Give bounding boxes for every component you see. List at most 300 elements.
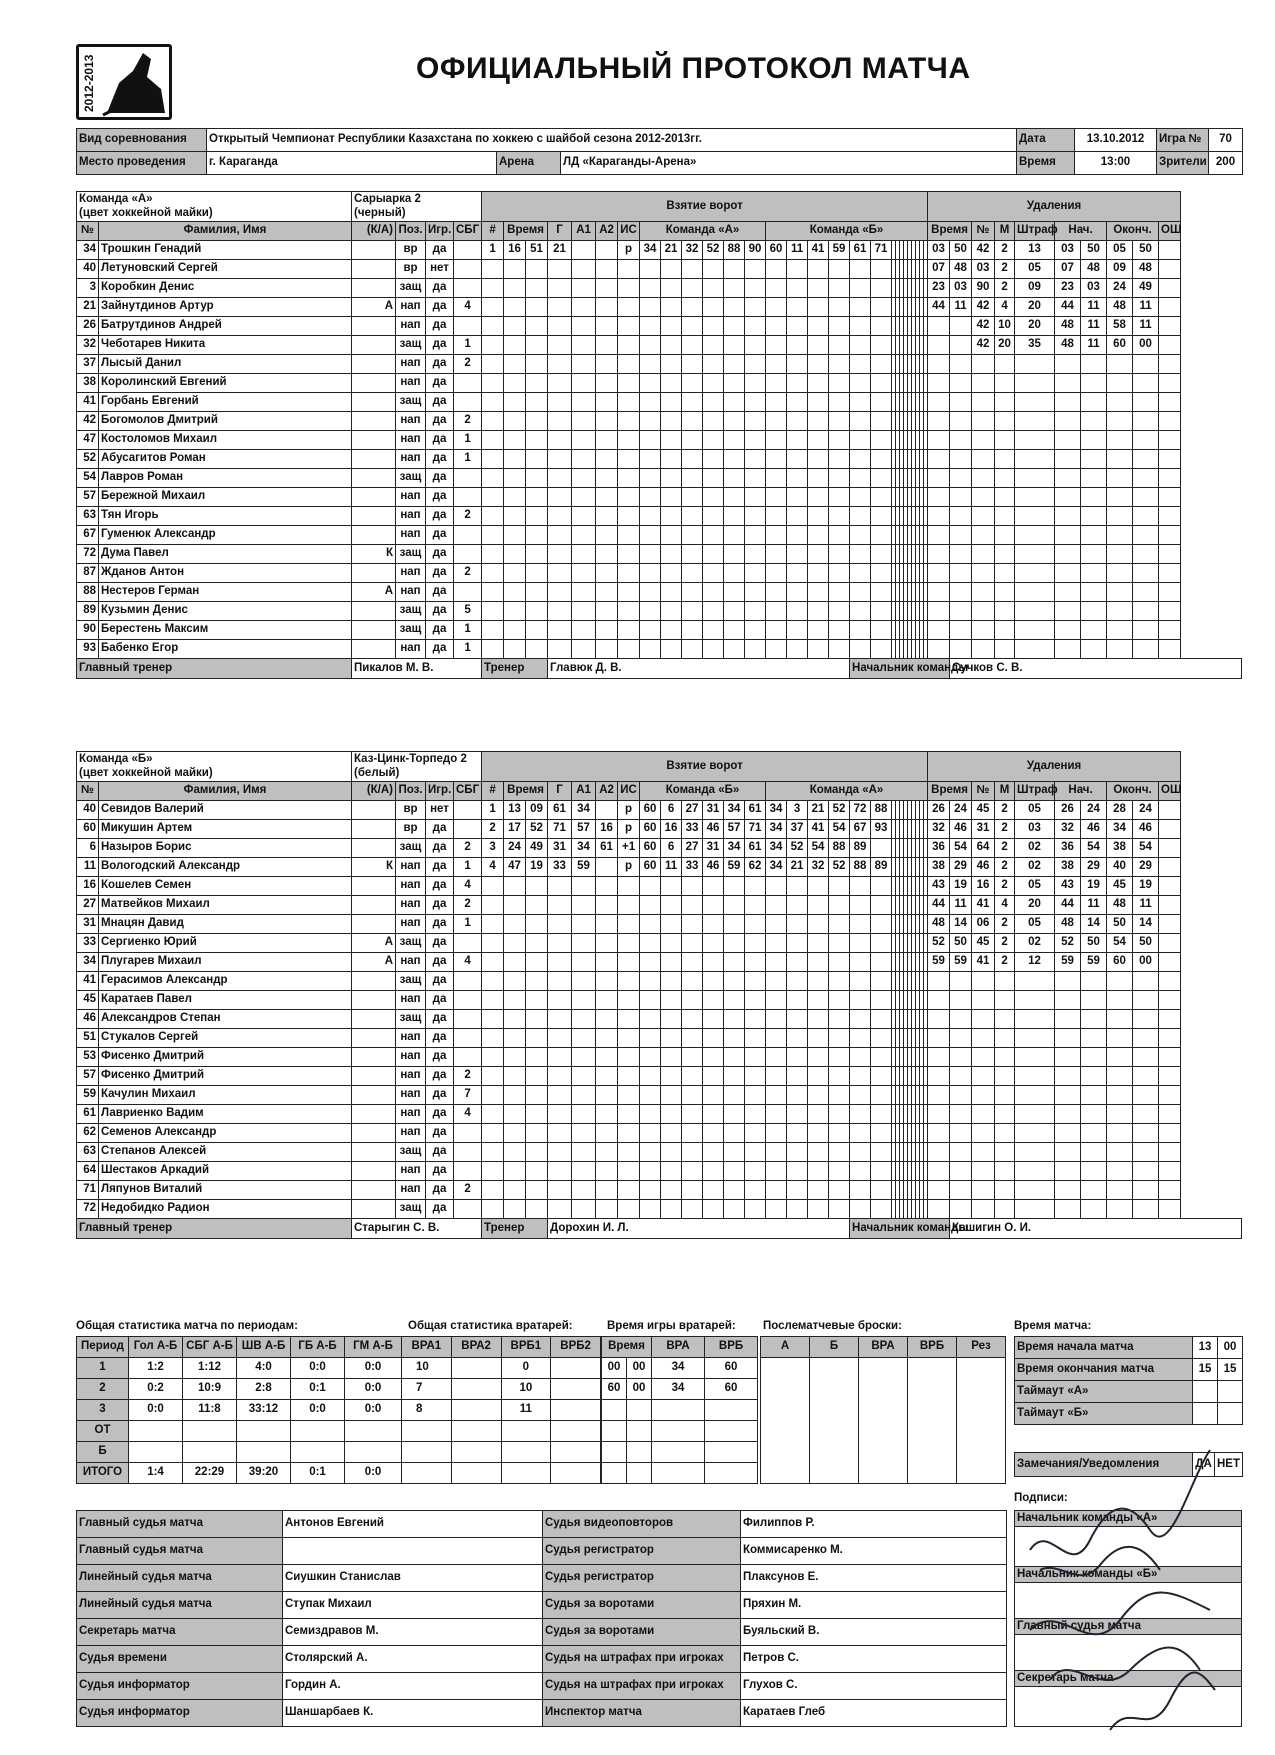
player-cell: да [426,621,454,640]
goal-a1 [572,260,596,279]
pen-minutes [995,488,1015,507]
pen-min [928,317,950,336]
pen-start-min [1055,507,1081,526]
goal-min [504,317,526,336]
pen-minutes [995,602,1015,621]
player-cell [454,374,482,393]
pen-minutes: 2 [995,858,1015,877]
pen-min [928,1124,950,1143]
goal-scorer [548,450,572,469]
match-header [76,128,1243,175]
player-cell [454,279,482,298]
goal-num [482,1029,504,1048]
on-ice-away [766,488,787,507]
player-row [77,991,1242,1010]
pen-min [928,393,950,412]
pen-sec [950,1105,972,1124]
pen-num: 31 [972,820,995,839]
on-ice-home [661,1105,682,1124]
goal-a1: 34 [572,839,596,858]
player-cell: 2 [454,839,482,858]
on-ice-home [745,469,766,488]
on-ice-home [745,450,766,469]
on-ice-home [703,896,724,915]
col-header: Игр. [426,782,454,801]
goal-is [618,640,640,659]
on-ice-home [745,934,766,953]
player-cell: да [426,469,454,488]
player-cell: Качулин Михаил [99,1086,352,1105]
on-ice-home [661,1143,682,1162]
goal-num [482,896,504,915]
periods-cell: 0:0 [291,1358,345,1379]
player-cell: А [352,583,396,602]
goal-num [482,953,504,972]
on-ice-home [640,1010,661,1029]
pen-end-sec [1133,412,1159,431]
pen-shot-cell [1159,640,1181,659]
pen-end-min: 48 [1107,896,1133,915]
goal-is [618,336,640,355]
goal-num: 3 [482,839,504,858]
pen-end-sec [1133,450,1159,469]
gktime-cell [627,1442,652,1463]
on-ice-away [787,507,808,526]
periods-col: ГМ А-Б [345,1337,402,1358]
player-row [77,640,1242,659]
gk-cell [551,1379,601,1400]
on-ice-away [766,336,787,355]
goal-a1 [572,972,596,991]
pen-minutes: 2 [995,801,1015,820]
player-cell [454,488,482,507]
goal-a2 [596,564,618,583]
goals-section-title: Взятие ворот [482,752,928,782]
col-header: № [77,222,99,241]
on-ice-home [724,1067,745,1086]
player-cell: нап [396,526,426,545]
notes-label: Замечания/Уведомления [1015,1453,1193,1477]
player-row [77,583,1242,602]
on-ice-home [640,915,661,934]
on-ice-home: 34 [724,839,745,858]
official-row [77,1646,1007,1673]
on-ice-away [787,1067,808,1086]
goal-scorer [548,564,572,583]
player-cell: К [352,858,396,877]
pen-end-sec [1133,621,1159,640]
time-value: 13:00 [1075,152,1157,175]
pen-num [972,583,995,602]
goal-is [618,298,640,317]
pen-start-sec [1081,972,1107,991]
on-ice-home [724,1162,745,1181]
pen-min: 32 [928,820,950,839]
pen-sec [950,1029,972,1048]
on-ice-away [766,991,787,1010]
player-cell: нап [396,640,426,659]
gk-cell: 8 [402,1400,452,1421]
goal-a2 [596,393,618,412]
player-cell: нап [396,355,426,374]
team-color: (белый) [354,766,400,779]
pen-shot-cell [1159,991,1181,1010]
player-cell [352,839,396,858]
goal-num [482,915,504,934]
player-cell: 34 [77,953,99,972]
goal-a2 [596,1143,618,1162]
goal-sec [526,317,548,336]
periods-row [77,1421,402,1442]
pen-minutes [995,1010,1015,1029]
pen-num [972,1200,995,1219]
official-row [77,1565,1007,1592]
pen-start-min [1055,355,1081,374]
player-cell: да [426,450,454,469]
on-ice-home [703,1048,724,1067]
match-time-table [1014,1336,1243,1425]
pen-shot-cell [1159,1010,1181,1029]
pen-shot-cell [1159,1048,1181,1067]
on-ice-away [871,317,892,336]
pen-sec [950,336,972,355]
on-ice-home [682,260,703,279]
on-ice-home: 90 [745,241,766,260]
player-cell: нап [396,858,426,877]
gktime-cell [652,1421,705,1442]
pen-sec [950,1010,972,1029]
on-ice-away: 88 [829,839,850,858]
goal-sec: 49 [526,839,548,858]
on-ice-home [661,545,682,564]
pen-start-min [1055,545,1081,564]
pen-start-min [1055,1105,1081,1124]
pen-end-min: 09 [1107,260,1133,279]
player-cell: да [426,877,454,896]
on-ice-away: 3 [787,801,808,820]
pen-min [928,602,950,621]
periods-cell: Б [77,1442,129,1463]
pen-end-sec [1133,526,1159,545]
on-ice-away [850,374,871,393]
on-ice-away: 21 [808,801,829,820]
officials-table [76,1510,1007,1727]
pen-code: 13 [1015,241,1055,260]
official-row [77,1619,1007,1646]
pen-start-sec: 50 [1081,934,1107,953]
on-ice-home [640,640,661,659]
pen-end-sec: 11 [1133,317,1159,336]
on-ice-away: 93 [871,820,892,839]
pen-code [1015,1029,1055,1048]
player-cell: Фисенко Дмитрий [99,1048,352,1067]
gk-cell [402,1463,452,1484]
on-ice-home [745,260,766,279]
col-header: (К/А) [352,782,396,801]
pen-min [928,1086,950,1105]
on-ice-home: 34 [640,241,661,260]
goal-a1 [572,526,596,545]
goal-scorer [548,877,572,896]
shootout-body [761,1358,1006,1484]
on-ice-away [808,355,829,374]
on-ice-away [871,298,892,317]
pen-end-min [1107,972,1133,991]
goal-min [504,374,526,393]
on-ice-away [766,260,787,279]
pen-start-sec [1081,602,1107,621]
on-ice-home [682,450,703,469]
pen-min [928,640,950,659]
goal-sec [526,564,548,583]
goal-sec [526,450,548,469]
on-ice-away [766,583,787,602]
on-ice-away [871,1010,892,1029]
goal-a2 [596,1048,618,1067]
goal-a1 [572,991,596,1010]
player-cell [352,1181,396,1200]
goal-is [618,1048,640,1067]
goal-a1 [572,469,596,488]
pen-sec [950,621,972,640]
goal-min [504,934,526,953]
goal-scorer [548,621,572,640]
goal-min: 47 [504,858,526,877]
col-header: # [482,782,504,801]
pen-end-min [1107,374,1133,393]
player-cell: 4 [454,298,482,317]
game-label: Игра № [1157,129,1209,152]
pen-minutes [995,1162,1015,1181]
goal-a2 [596,1029,618,1048]
pen-min [928,488,950,507]
goal-num: 1 [482,241,504,260]
pen-shot-cell [1159,545,1181,564]
on-ice-home [703,877,724,896]
on-ice-home [724,621,745,640]
on-ice-away [808,602,829,621]
player-cell: защ [396,279,426,298]
goal-scorer [548,1029,572,1048]
pen-code: 20 [1015,896,1055,915]
pen-start-min: 32 [1055,820,1081,839]
player-cell: защ [396,934,426,953]
pen-num [972,526,995,545]
pen-sec [950,1200,972,1219]
pen-num: 41 [972,896,995,915]
pen-start-sec: 19 [1081,877,1107,896]
goal-is [618,488,640,507]
goal-num [482,564,504,583]
on-ice-home [703,1010,724,1029]
player-cell: 2 [454,507,482,526]
pen-end-min [1107,602,1133,621]
player-cell: Матвейков Михаил [99,896,352,915]
on-ice-home [682,279,703,298]
goal-sec [526,374,548,393]
official-name [283,1538,543,1565]
on-ice-home [745,1143,766,1162]
goal-a1: 59 [572,858,596,877]
pen-min: 52 [928,934,950,953]
goal-is [618,374,640,393]
goal-scorer [548,1086,572,1105]
on-ice-home [745,298,766,317]
pen-code [1015,355,1055,374]
player-cell [454,393,482,412]
pen-code [1015,450,1055,469]
on-ice-away [808,393,829,412]
player-cell: да [426,374,454,393]
on-ice-home [661,934,682,953]
on-ice-home [682,1162,703,1181]
on-ice-away [850,934,871,953]
player-cell: Сергиенко Юрий [99,934,352,953]
pen-end-min [1107,640,1133,659]
on-ice-away [829,991,850,1010]
pen-start-sec [1081,1048,1107,1067]
pen-end-sec [1133,564,1159,583]
player-cell: 32 [77,336,99,355]
gktime-cell [652,1463,705,1484]
goal-sec [526,412,548,431]
pen-start-sec [1081,526,1107,545]
pen-minutes [995,412,1015,431]
game-value: 70 [1209,129,1243,152]
on-ice-away [766,934,787,953]
coach-label: Главный тренер [77,1219,352,1239]
pen-shot-cell [1159,858,1181,877]
on-ice-away [850,621,871,640]
on-ice-home [640,1029,661,1048]
on-ice-away: 32 [808,858,829,877]
player-cell: Фисенко Дмитрий [99,1067,352,1086]
on-ice-away: 54 [808,839,829,858]
chief-label: Начальник команды [850,659,950,679]
on-ice-home: 31 [703,839,724,858]
pen-shot-cell [1159,1200,1181,1219]
goal-num [482,621,504,640]
player-cell: 6 [77,839,99,858]
col-header: А1 [572,782,596,801]
pen-num [972,355,995,374]
on-ice-away [871,469,892,488]
pen-sec [950,412,972,431]
on-ice-away [871,991,892,1010]
pen-end-sec: 24 [1133,801,1159,820]
goal-min [504,640,526,659]
on-ice-away [766,412,787,431]
goal-num [482,298,504,317]
pen-minutes [995,1048,1015,1067]
end-min: 15 [1218,1359,1243,1381]
pen-start-min: 59 [1055,953,1081,972]
pen-start-min: 48 [1055,317,1081,336]
on-ice-away [829,1010,850,1029]
pen-num [972,488,995,507]
pen-minutes [995,972,1015,991]
pen-num: 45 [972,934,995,953]
on-ice-home [682,393,703,412]
player-cell: А [352,298,396,317]
goal-a2 [596,621,618,640]
player-cell: Александров Степан [99,1010,352,1029]
player-cell: 54 [77,469,99,488]
pen-num [972,1124,995,1143]
goal-num [482,488,504,507]
on-ice-away [850,1048,871,1067]
official-row [77,1673,1007,1700]
on-ice-home [724,260,745,279]
goal-is [618,1086,640,1105]
player-cell [454,1143,482,1162]
on-ice-home [745,507,766,526]
pen-start-sec [1081,1029,1107,1048]
col-header: ИС [618,782,640,801]
pen-num [972,431,995,450]
gktime-row [602,1463,758,1484]
on-ice-away [829,1067,850,1086]
player-cell [352,877,396,896]
on-ice-away [829,488,850,507]
gktime-cell [652,1400,705,1421]
pen-end-sec: 11 [1133,298,1159,317]
goal-a2 [596,858,618,877]
on-ice-home [703,431,724,450]
player-cell: вр [396,260,426,279]
pen-start-sec: 11 [1081,336,1107,355]
pen-end-min: 24 [1107,279,1133,298]
col-header: Время [928,222,972,241]
pen-sec: 50 [950,241,972,260]
goal-a2 [596,336,618,355]
on-ice-away [829,260,850,279]
on-ice-away: 34 [766,839,787,858]
on-ice-away [829,953,850,972]
official-role: Судья за воротами [543,1592,741,1619]
date-value: 13.10.2012 [1075,129,1157,152]
player-cell [352,1010,396,1029]
pen-end-sec [1133,1029,1159,1048]
on-ice-away [766,374,787,393]
pen-min [928,1105,950,1124]
on-ice-away [808,1086,829,1105]
player-cell [352,241,396,260]
pen-shot-cell [1159,1067,1181,1086]
player-row [77,241,1242,260]
competition-label: Вид соревнования [77,129,207,152]
gktime-cell [602,1400,627,1421]
on-ice-away [808,507,829,526]
player-cell: Богомолов Дмитрий [99,412,352,431]
player-cell: да [426,298,454,317]
on-ice-away [787,1086,808,1105]
player-cell: нап [396,1162,426,1181]
pen-end-sec: 46 [1133,820,1159,839]
on-ice-away [829,1200,850,1219]
periods-cell: 22:29 [183,1463,237,1484]
periods-cell [129,1442,183,1463]
on-ice-away [850,1105,871,1124]
pen-shot-cell [1159,317,1181,336]
on-ice-away [766,621,787,640]
pen-end-min: 60 [1107,336,1133,355]
goal-min: 16 [504,241,526,260]
pen-num [972,621,995,640]
on-ice-home [745,583,766,602]
on-ice-away [829,507,850,526]
pen-shot-cell [1159,564,1181,583]
